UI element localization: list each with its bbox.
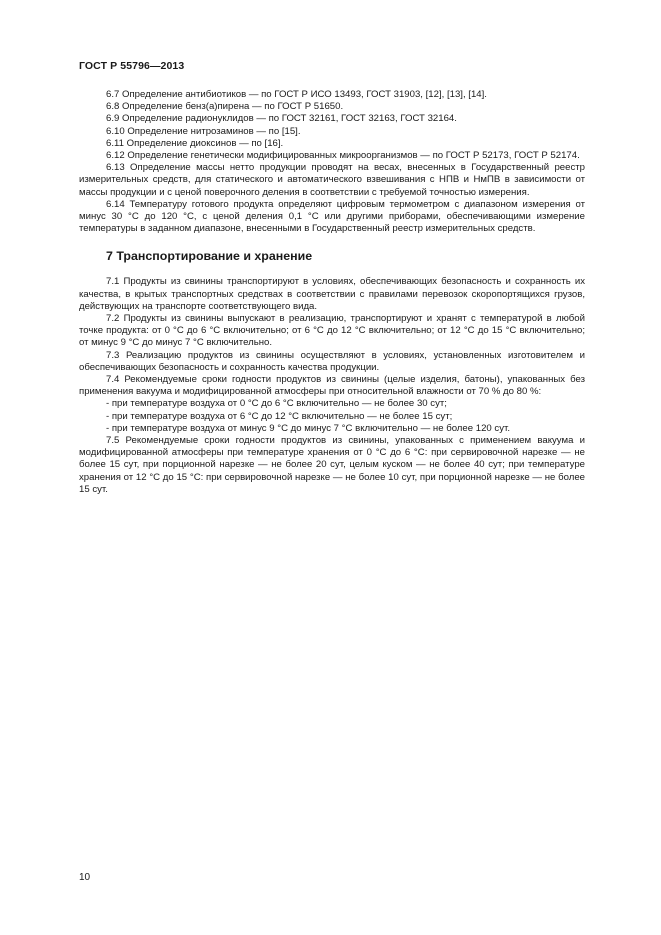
paragraph-7-1: 7.1 Продукты из свинины транспортируют в условиях, обеспечивающих безопасность и сохранность их качества, в крытых транспортных средствах в соответствии с правилами перевозок скоропортящихся грузов, действующих на транспорте соответствующего вида.: [79, 276, 585, 312]
paragraph-6-13: 6.13 Определение массы нетто продукции проводят на весах, внесенных в Государственный реестр измерительных средств, для статического и автоматического взвешивания с НПВ и НмПВ в зависимости от массы продукции и с ценой поверочного деления в соответствии с требуемой точностью измерения.: [79, 162, 585, 198]
paragraph-6-8: 6.8 Определение бенз(а)пирена — по ГОСТ Р 51650.: [106, 101, 344, 113]
list-item-7-4-2: - при температуре воздуха от 6 °С до 12 °С включительно — не более 15 сут;: [106, 410, 453, 422]
paragraph-6-7: 6.7 Определение антибиотиков — по ГОСТ Р ИСО 13493, ГОСТ 31903, [12], [13], [14].: [106, 89, 487, 100]
paragraph-6-10: 6.10 Определение нитрозаминов — по [15].: [106, 125, 301, 137]
paragraph-7-2: 7.2 Продукты из свинины выпускают в реализацию, транспортируют и хранят с температурой в любой точке продукта: от 0 °С до 6 °С включительно; от 6 °С до 12 °С включительно; от 12 °С до 15 °С включительно; от минус 9 °С до минус 7 °С включительно.: [79, 313, 585, 349]
paragraph-6-14: 6.14 Температуру готового продукта определяют цифровым термометром с диапазоном измерения от минус 30 °С до 120 °С, с ценой деления 0,1 °С или другими приборами, обеспечивающими измерение температуры в заданном диапазоне, внесенными в Государственный реестр измерительных средств.: [79, 198, 585, 235]
paragraph-7-3: 7.3 Реализацию продуктов из свинины осуществляют в условиях, установленных изготовителем и обеспечивающих безопасность и сохранность качества продукции.: [79, 349, 585, 373]
paragraph-6-9: 6.9 Определение радионуклидов — по ГОСТ 32161, ГОСТ 32163, ГОСТ 32164.: [106, 113, 457, 125]
section-7-title: 7 Транспортирование и хранение: [106, 249, 313, 264]
paragraph-6-12: 6.12 Определение генетически модифицированных микроорганизмов — по ГОСТ Р 52173, ГОСТ Р 52174.: [106, 150, 580, 162]
paragraph-6-11: 6.11 Определение диоксинов — по [16].: [106, 137, 284, 149]
document-body: [79, 89, 585, 496]
paragraph-7-5: 7.5 Рекомендуемые сроки годности продуктов из свинины, упакованных с применением вакуума и модифицированной атмосферы при температуре хранения от 0 °С до 6 °С: при сервировочной нарезке — не более 15 сут, при порционной нарезке — не более 20 сут, целым куском — не более 40 сут; при температуре хранения от 12 °С до 15 °С: при сервировочной нарезке — не более 10 сут, при порционной нарезке — не более 15 сут.: [79, 435, 585, 495]
paragraph-7-4: 7.4 Рекомендуемые сроки годности продуктов из свинины (целые изделия, батоны), упакованных без применения вакуума и модифицированной атмосферы при относительной влажности от 70 % до 80 %:: [79, 374, 585, 398]
document-header: ГОСТ Р 55796—2013: [79, 60, 185, 72]
list-item-7-4-3: - при температуре воздуха от минус 9 °С до минус 7 °С включительно — не более 120 сут.: [106, 422, 511, 434]
page-number: 10: [79, 872, 91, 883]
list-item-7-4-1: - при температуре воздуха от 0 °С до 6 °С включительно — не более 30 сут;: [106, 398, 447, 410]
